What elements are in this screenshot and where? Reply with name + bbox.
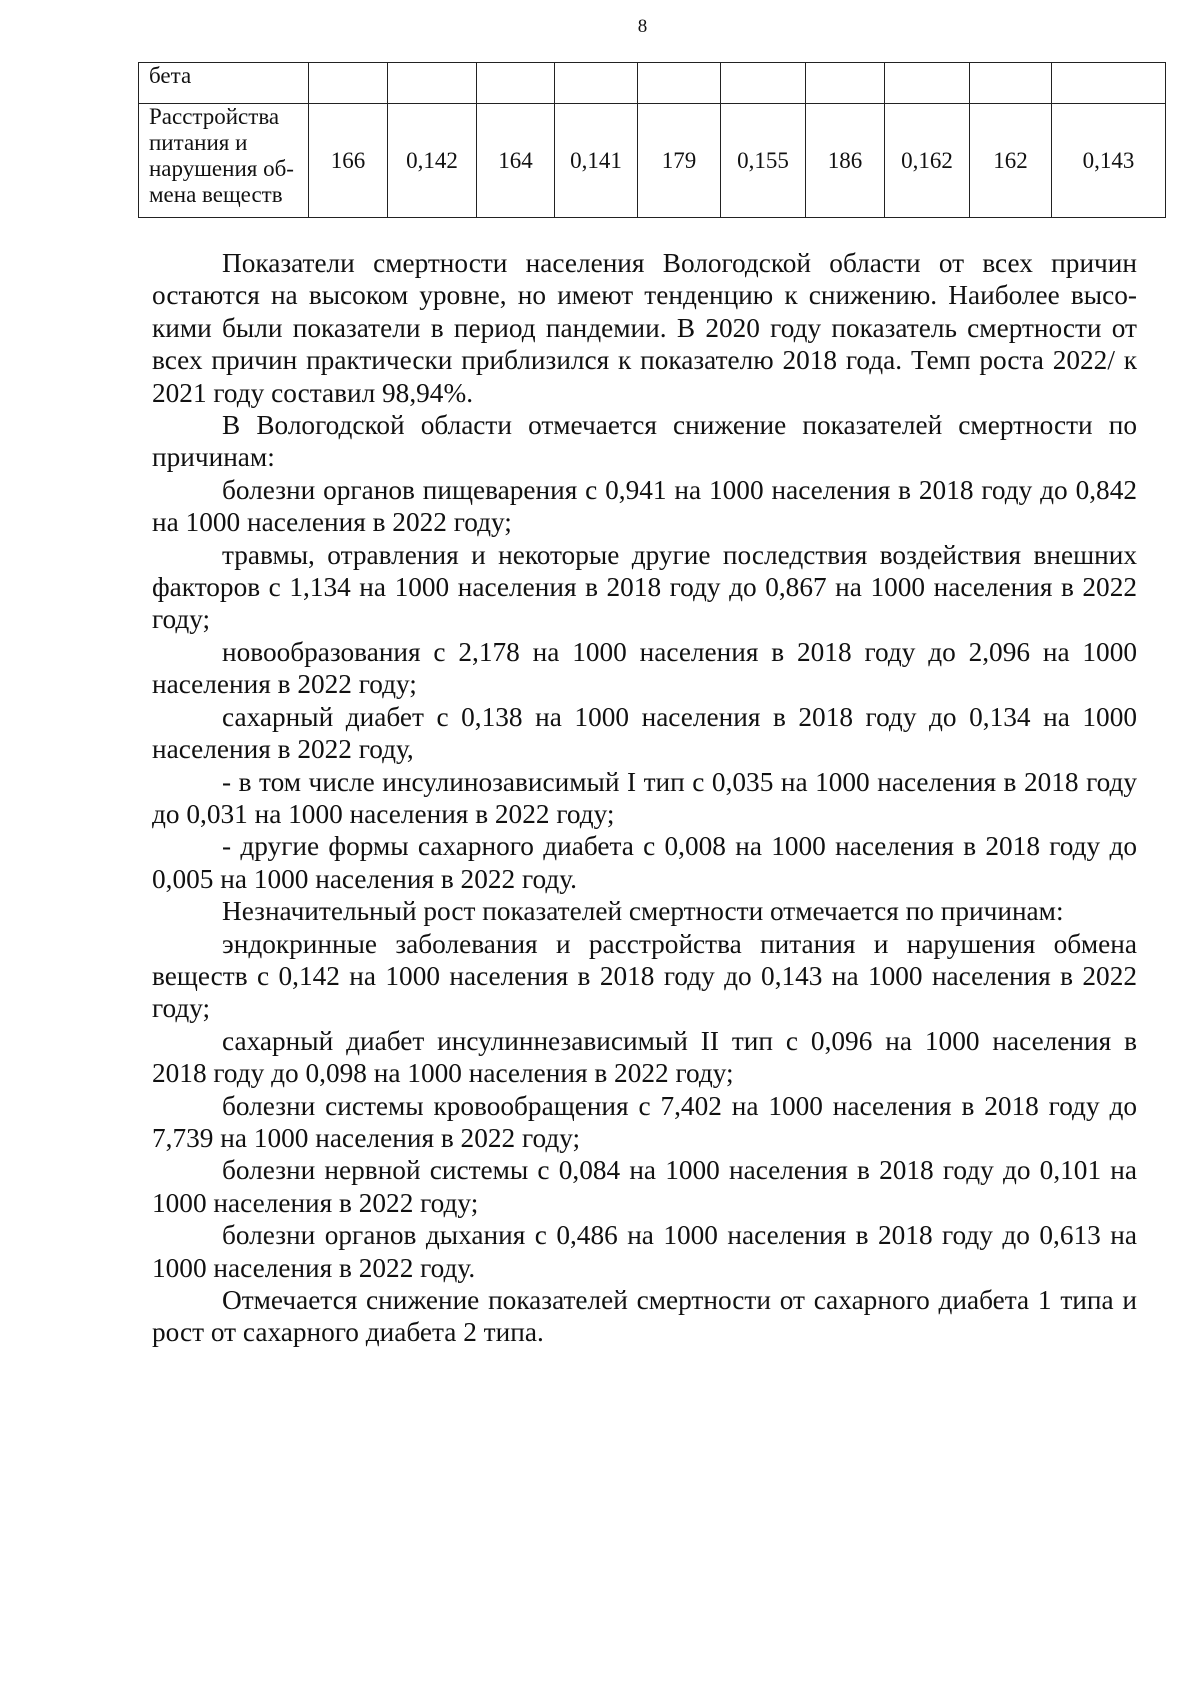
table-cell: 0,141	[555, 104, 638, 218]
paragraph: Незначительный рост показателей смертности отмечается по причинам:	[222, 896, 1064, 927]
table-cell	[388, 63, 477, 104]
table-cell	[309, 63, 388, 104]
table-cell: 164	[477, 104, 555, 218]
paragraph: - другие формы сахарного диабета с 0,008 на 1000 населения в 2018 году до 0,005 на 1000 населения в 2022 году.	[152, 831, 1137, 894]
table-row	[139, 104, 1166, 218]
table-cell: 0,155	[721, 104, 806, 218]
table-row	[139, 63, 1166, 104]
row-label: Расстройства питания и нарушения об-мена веществ	[139, 104, 309, 218]
table-cell: 0,142	[388, 104, 477, 218]
table-cell: 162	[970, 104, 1052, 218]
table-cell	[477, 63, 555, 104]
paragraph: болезни органов пищеварения с 0,941 на 1000 населения в 2018 году до 0,842 на 1000 населения в 2022 году;	[152, 474, 1137, 538]
table-cell	[1052, 63, 1166, 104]
paragraph: - в том числе инсулинозависимый I тип с 0,035 на 1000 населения в 2018 году до 0,031 на 1000 населения в 2022 году;	[152, 766, 1137, 829]
mortality-table	[138, 62, 1166, 218]
table-cell	[970, 63, 1052, 104]
paragraph: болезни нервной системы с 0,084 на 1000 населения в 2018 году до 0,101 на 1000 населения в 2022 году;	[152, 1155, 1137, 1218]
table-cell	[638, 63, 721, 104]
table-cell: 0,162	[885, 104, 970, 218]
paragraph: сахарный диабет инсулиннезависимый II тип с 0,096 на 1000 населения в 2018 году до 0,098 на 1000 населения в 2022 году;	[152, 1025, 1137, 1089]
row-label: бета	[139, 63, 309, 104]
paragraph: Отмечается снижение показателей смертности от сахарного диабета 1 типа и рост от сахарного диабета 2 типа.	[152, 1285, 1137, 1348]
paragraph: В Вологодской области отмечается снижение показателей смертности по причинам:	[152, 410, 1137, 473]
paragraph: болезни органов дыхания с 0,486 на 1000 населения в 2018 году до 0,613 на 1000 населения в 2022 году.	[152, 1220, 1137, 1283]
paragraph: новообразования с 2,178 на 1000 населения в 2018 году до 2,096 на 1000 населения в 2022 году;	[152, 636, 1137, 700]
table-cell: 179	[638, 104, 721, 218]
body-text	[152, 247, 1137, 1349]
table-cell	[721, 63, 806, 104]
table-cell	[885, 63, 970, 104]
table-cell: 166	[309, 104, 388, 218]
table-cell: 0,143	[1052, 104, 1166, 218]
paragraph: эндокринные заболевания и расстройства питания и нарушения обмена веществ с 0,142 на 1000 населения в 2018 году до 0,143 на 1000 населения в 2022 году;	[152, 928, 1137, 1024]
table-cell: 186	[806, 104, 885, 218]
page-number: 8	[637, 16, 648, 37]
paragraph: сахарный диабет с 0,138 на 1000 населения в 2018 году до 0,134 на 1000 населения в 2022 году,	[152, 701, 1137, 765]
table-cell	[806, 63, 885, 104]
paragraph: Показатели смертности населения Вологодской области от всех причин остаются на высоком уровне, но имеют тенденцию к снижению. Наиболее высокими были показатели в период пандемии. В 2020 году показатель смертности от всех причин практически приблизился к показателю 2018 года. Темп роста 2022/ к 2021 году составил 98,94%.	[152, 248, 1137, 408]
paragraph: травмы, отравления и некоторые другие последствия воздействия внешних факторов с 1,134 на 1000 населения в 2018 году до 0,867 на 1000 населения в 2022 году;	[152, 539, 1137, 635]
paragraph: болезни системы кровообращения с 7,402 на 1000 населения в 2018 году до 7,739 на 1000 населения в 2022 году;	[152, 1090, 1137, 1153]
table-cell	[555, 63, 638, 104]
